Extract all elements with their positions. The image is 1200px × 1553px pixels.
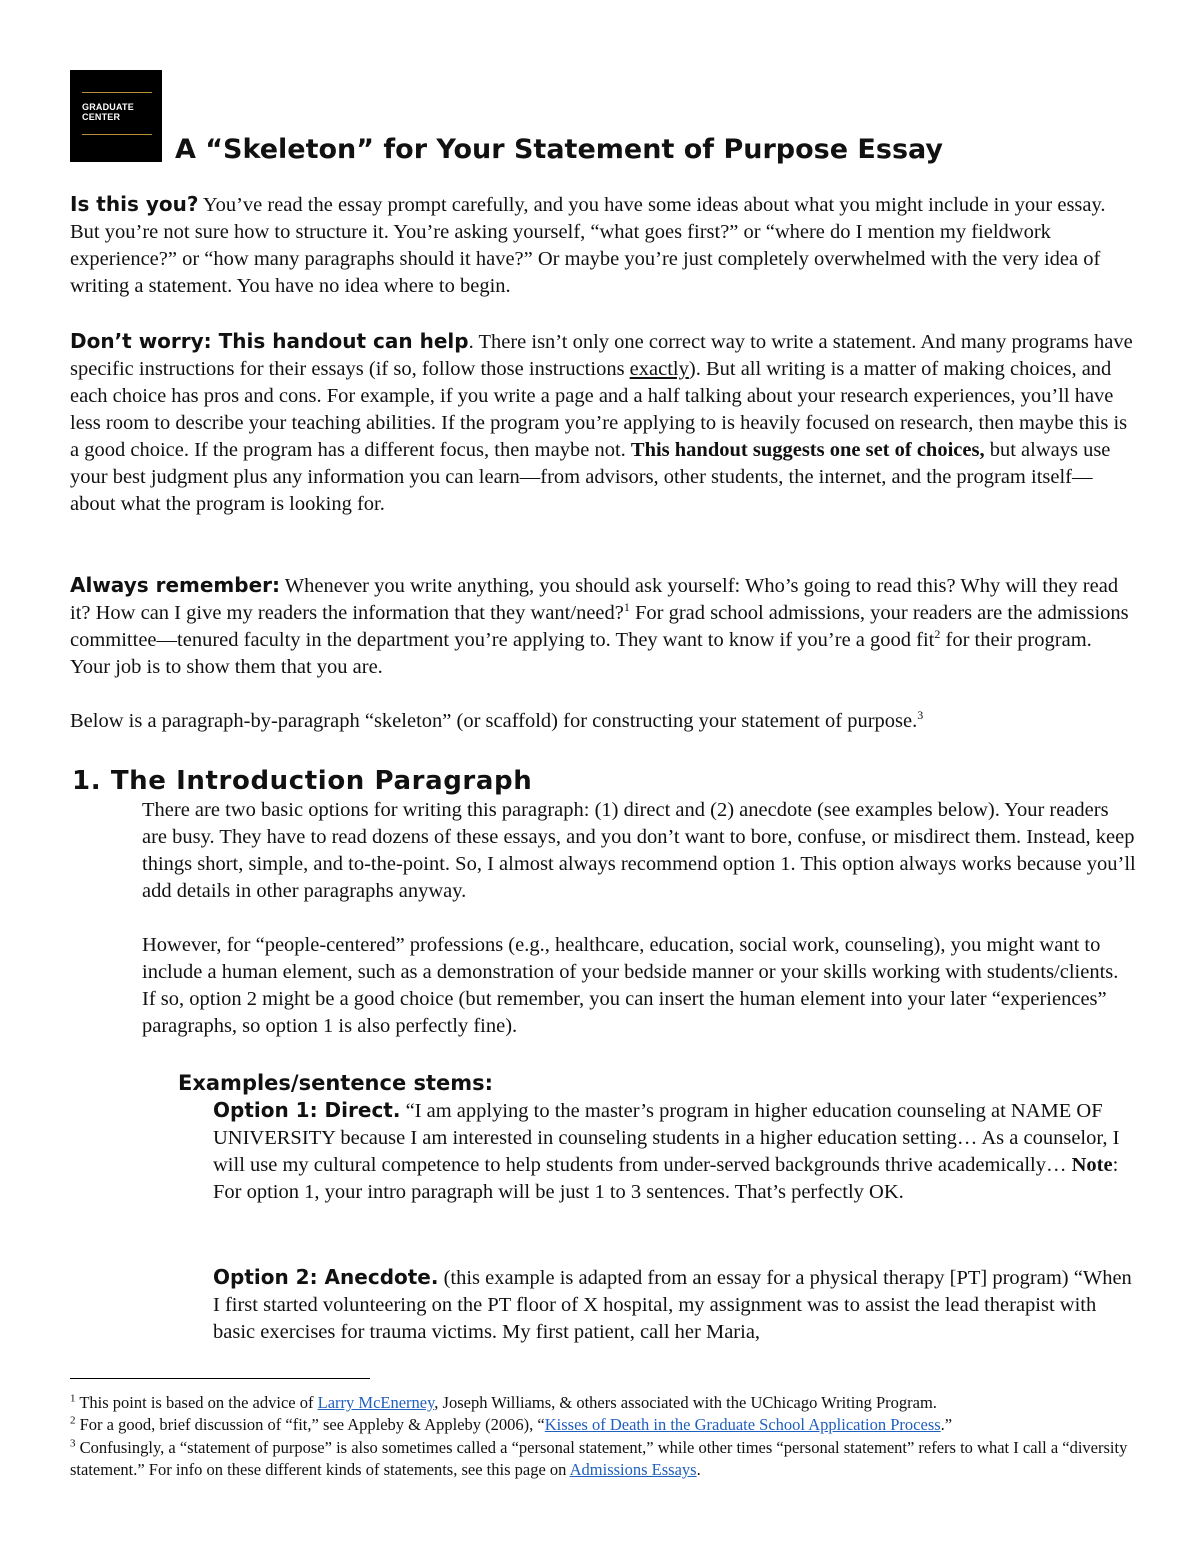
footnote-1-link[interactable]: Larry McEnerney (317, 1393, 435, 1412)
footnote-2-link[interactable]: Kisses of Death in the Graduate School Application Process (544, 1415, 941, 1434)
remember-lead: Always remember: (70, 573, 281, 597)
option-2-paragraph (213, 1264, 1138, 1346)
examples-heading: Examples/sentence stems: (178, 1071, 494, 1095)
footnote-3-number: 3 (70, 1437, 76, 1450)
option-1-note-text: : For option 1, your intro paragraph will be just 1 to 3 sentences. That’s perfectly OK. (213, 1154, 1119, 1203)
footnote-1 (70, 1392, 1135, 1414)
option-1-note-label: Note (1071, 1154, 1113, 1176)
section-1-paragraph-2: However, for “people-centered” professions (e.g., healthcare, education, social work, counseling), you might want to include a human element, such as a demonstration of your bedside manner or your skills working with students/clients. If so, option 2 might be a good choice (but remember, you can insert the human element into your later “experiences” paragraphs, so option 1 is also perfectly fine). (142, 934, 1119, 1037)
logo-text (82, 102, 134, 122)
footnote-ref-3[interactable]: 3 (917, 708, 924, 723)
worry-text-1: There isn’t only one correct way to write a statement. And many programs have specific instructions for their essays (if so, follow those instructions (70, 331, 1133, 380)
remember-text-2: For grad school admissions, your readers are the admissions committee—tenured faculty in the department you’re applying to. They want to know if you’re a good fit (70, 602, 1129, 651)
footnote-1-pre: This point is based on the advice of (75, 1393, 318, 1412)
section-1-heading: 1. The Introduction Paragraph (72, 766, 533, 796)
worry-paragraph (70, 328, 1135, 518)
footnote-2 (70, 1414, 1135, 1436)
option-2-lead: Option 2: Anecdote. (213, 1265, 439, 1289)
logo-line-2: CENTER (82, 112, 121, 122)
remember-text-1: Whenever you write anything, you should ask yourself: Who’s going to read this? Why will they read it? How can I give my readers the information that they want/need? (70, 575, 1119, 624)
section-1-paragraph-1: There are two basic options for writing this paragraph: (1) direct and (2) anecdote (see examples below). Your readers are busy. They have to read dozens of these essays, and you don’t want to bore, confuse, or misdirect them. Instead, keep things short, simple, and to-the-point. So, I almost always recommend option 1. This option always works because you’ll add details in other paragraphs anyway. (142, 799, 1136, 902)
worry-emphasis: exactly (629, 358, 689, 380)
intro-lead: Is this you? (70, 192, 199, 216)
intro-paragraph (70, 191, 1135, 300)
footnote-ref-2[interactable]: 2 (934, 627, 941, 642)
worry-bold: This handout suggests one set of choices, (630, 439, 985, 461)
footnote-2-post: .” (940, 1415, 953, 1434)
graduate-center-logo (70, 70, 162, 162)
footnote-ref-1[interactable]: 1 (623, 600, 630, 615)
option-1-paragraph (213, 1097, 1138, 1206)
footnote-1-post: , Joseph Williams, & others associated with the UChicago Writing Program. (434, 1393, 937, 1412)
worry-lead-end: . (468, 331, 474, 353)
worry-lead: Don’t worry: This handout can help (70, 329, 469, 353)
footnote-3-pre: Confusingly, a “statement of purpose” is also sometimes called a “personal statement,” while other times “personal statement” refers to what I call a “diversity statement.” For info on these different kinds of statements, see this page on (70, 1438, 1128, 1479)
footnote-1-number: 1 (70, 1392, 76, 1405)
logo-line-1: GRADUATE (82, 102, 134, 112)
option-1-text: “I am applying to the master’s program in higher education counseling at NAME OF UNIVERSITY because I am interested in counseling students in a higher education setting… As a counselor, I will use my cultural competence to help students from under-served backgrounds thrive academically… (213, 1100, 1120, 1176)
remember-paragraph (70, 572, 1135, 681)
option-1-lead: Option 1: Direct. (213, 1098, 401, 1122)
logo-rule-top (82, 92, 152, 93)
logo-rule-bottom (82, 134, 152, 135)
footnote-3-link[interactable]: Admissions Essays (569, 1460, 697, 1479)
footnote-2-number: 2 (70, 1414, 76, 1427)
document-title: A “Skeleton” for Your Statement of Purpose Essay (175, 134, 944, 165)
worry-text-3: but always use your best judgment plus any information you can learn—from advisors, other students, the internet, and the program itself—about what the program is looking for. (70, 439, 1111, 515)
footnote-2-pre: For a good, brief discussion of “fit,” see Appleby & Appleby (2006), “ (75, 1415, 545, 1434)
footnote-3-post: . (696, 1460, 701, 1479)
below-text: Below is a paragraph-by-paragraph “skeleton” (or scaffold) for constructing your statement of purpose. (70, 710, 918, 732)
worry-text-2: ). But all writing is a matter of making choices, and each choice has pros and cons. For example, if you write a page and a half talking about your research experiences, you’ll have less room to describe your teaching abilities. If the program you’re applying to is heavily focused on research, then maybe this is a good choice. If the program has a different focus, then maybe not. (70, 358, 1128, 461)
intro-text: You’ve read the essay prompt carefully, and you have some ideas about what you might include in your essay. But you’re not sure how to structure it. You’re asking yourself, “what goes first?” or “where do I mention my fieldwork experience?” or “how many paragraphs should it have?” Or maybe you’re just completely overwhelmed with the very idea of writing a statement. You have no idea where to begin. (70, 194, 1106, 297)
option-2-text: (this example is adapted from an essay for a physical therapy [PT] program) “When I first started volunteering on the PT floor of X hospital, my assignment was to assist the lead therapist with basic exercises for trauma victims. My first patient, call her Maria, (213, 1267, 1132, 1343)
footnote-3 (70, 1437, 1135, 1481)
below-paragraph (70, 708, 1135, 735)
remember-text-3: for their program. Your job is to show them that you are. (70, 629, 1092, 678)
footnote-divider (70, 1378, 370, 1379)
